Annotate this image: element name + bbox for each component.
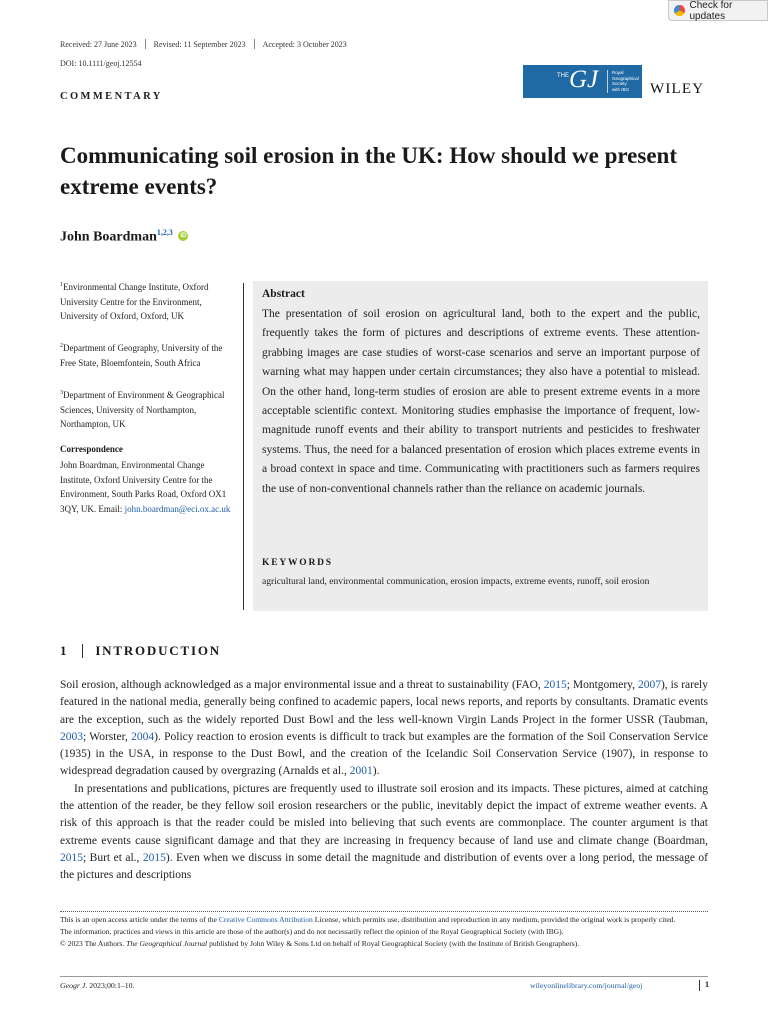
section-heading [60,643,221,659]
orcid-icon[interactable]: iD [180,233,187,240]
divider [254,39,255,49]
affiliation-1: $^1$Environmental Change Institute, Oxford University Centre for the Environment, University of Oxford, Oxford, UK [60,282,209,321]
article-dates [60,39,347,49]
journal-reference: Geogr J. 2023;00:1–10. [60,981,135,990]
author [60,228,188,246]
citation-link[interactable]: 2015 [60,851,83,864]
paragraph: Soil erosion, although acknowledged as a major environmental issue and a threat to sustainability (FAO, 2015; Montgomery, 2007), is rarely featured in the national media, generally being confined to academic papers, local news reports, and reports by consultants. Dramatic events are the exception, such as the widely reported Dust Bowl and the less well-known Virgin Lands Project in the former USSR (Taubman, 2003; Worster, 2004). Policy reaction to erosion events is difficult to track but examples are the formation of the Soil Conservation Service (1935) in the USA, in response to the Dust Bowl, and the creation of the Icelandic Soil Conservation Service (1907), in response to widespread degradation caused by overgrazing (Arnalds et al., 2001). [60,679,709,778]
divider [145,39,146,49]
divider [699,980,700,991]
citation-link[interactable]: 2007 [637,679,661,691]
journal-website-link[interactable]: wileyonlinelibrary.com/journal/geoj [530,981,643,990]
check-for-updates-label: Check for updates [689,0,733,22]
footnotes [60,914,710,949]
article-title: Communicating soil erosion in the UK: How should we present extreme events? [60,143,678,199]
correspondence: John Boardman, Environmental Change Institute, Oxford University Centre for the Environment, South Parks Road, Oxford OX1 3QY, UK. Email: john.boardman@eci.ox.ac.uk [60,460,231,514]
section-title: INTRODUCTION [95,643,221,658]
author-name: John Boardman [60,229,157,245]
abstract-heading: Abstract [262,288,305,300]
crossmark-icon [674,5,685,16]
journal-logo: THE GJ Royal Geographical Society with IBG [523,65,642,98]
disclaimer-note: The information, practices and views in this article are those of the author(s) and do not necessarily reflect the opinion of the Royal Geographical Society (with IBG). [60,926,564,936]
email-link[interactable]: john.boardman@eci.ox.ac.uk [124,503,231,514]
citation-link[interactable]: 2001 [349,765,373,778]
copyright-note: © 2023 The Authors. The Geographical Journal published by John Wiley & Sons Ltd on behalf of Royal Geographical Society (with the Institute of British Geographers). [60,938,580,948]
column-divider [243,283,244,610]
revised-date: Revised: 11 September 2023 [153,39,246,49]
author-affiliation-marks[interactable]: 1,2,3 [156,228,173,237]
affiliation-3: $^3$Department of Environment & Geographical Sciences, University of Northampton, Northampton, UK [60,390,225,429]
paragraph: In presentations and publications, pictures are frequently used to illustrate soil erosion and its impacts. These pictures, aimed at catching the attention of the reader, be they fellow soil erosion researchers or the public, inevitably depict the impact of extreme weather events. A risk of this approach is that the reader could be misled into believing that such events are commonplace. The counter argument is that extreme events cause significant damage and that they are increasing in frequency because of land use and climate change (Boardman, 2015; Burt et al., 2015). Even when we discuss in some detail the magnitude and distribution of events over a long period, the message of the pictures and descriptions [60,782,708,882]
citation-link[interactable]: 2003 [60,730,83,743]
keywords: agricultural land, environmental communication, erosion impacts, extreme events, runoff, soil erosion [262,577,650,587]
section-number: 1 [60,643,69,658]
body-text [60,677,708,885]
affiliation-2: $^2$Department of Geography, University of the Free State, Bloemfontein, South Africa [60,343,223,368]
abstract-text: The presentation of soil erosion on agricultural land, both to the expert and the public, frequently takes the form of pictures and descriptions of extreme events. These attention-grabbing images are case studies of worst-case scenarios and serve an important purpose of warning what may happen under certain circumstances; they also have a potential to mislead. On the other hand, long-term studies of erosion are able to present extreme events in a more acceptable scientific context. Monitoring studies emphasise the importance of frequent, low-magnitude runoff events and their ability to transport nutrients and pesticides to freshwater systems. Thus, the need for a balanced presentation of erosion which places extreme events in a broad context in space and time. Communicating with practitioners such as farmers requires the use of non-conventional channels rather than the reliance on academic journals. [262,308,700,495]
keywords-heading: KEYWORDS [262,558,333,568]
received-date: Received: 27 June 2023 [60,39,137,49]
citation-link[interactable]: 2015 [543,679,567,691]
footer-divider [60,976,708,977]
page-number: 1 [705,980,709,989]
article-type: COMMENTARY [60,91,163,102]
check-for-updates-button[interactable] [668,0,768,21]
citation-link[interactable]: 2015 [142,851,166,864]
footnote-divider [60,911,708,912]
divider [82,644,83,658]
publisher-logo: WILEY [650,81,705,97]
citation-link[interactable]: 2004 [131,730,155,743]
license-note: This is an open access article under the terms of the Creative Commons Attribution License, which permits use, distribution and reproduction in any medium, provided the original work is properly cited. [60,915,676,924]
correspondence-heading: Correspondence [60,444,123,454]
accepted-date: Accepted: 3 October 2023 [262,39,347,49]
license-link[interactable]: Creative Commons Attribution [218,915,313,924]
doi: DOI: 10.1111/geoj.12554 [60,59,142,68]
